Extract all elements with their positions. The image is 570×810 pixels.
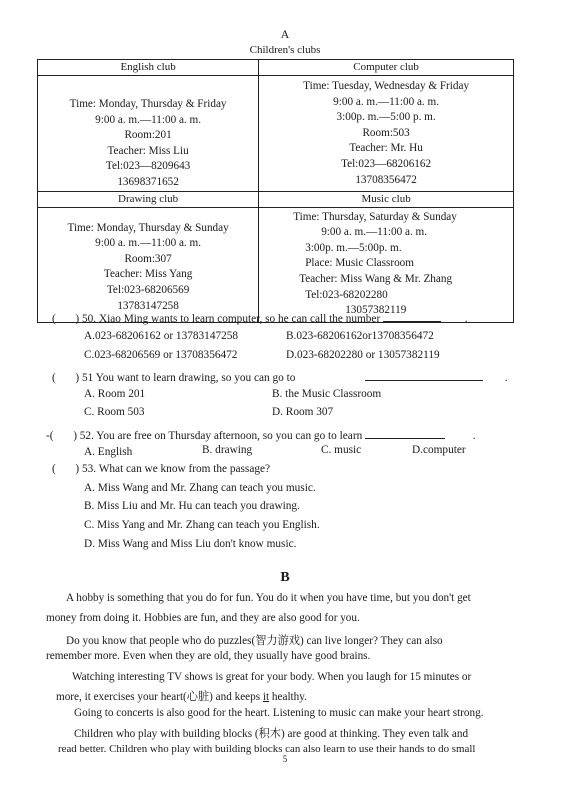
option-51-b: B. the Music Classroom: [272, 388, 382, 400]
option-53-b: B. Miss Liu and Mr. Hu can teach you drawing.: [84, 500, 300, 512]
question-text: ) 51 You want to learn drawing, so you can go to: [75, 372, 296, 384]
club-line: Time: Tuesday, Wednesday & Friday: [303, 80, 470, 92]
club-line: Teacher: Miss Wang & Mr. Zhang: [299, 272, 453, 285]
passage-line-heart: [56, 688, 307, 704]
option-53-c: C. Miss Yang and Mr. Zhang can teach you English.: [84, 519, 320, 531]
option-53-a: A. Miss Wang and Mr. Zhang can teach you music.: [84, 482, 316, 494]
club-line: 9:00 a. m.—11:00 a. m.: [95, 113, 202, 126]
question-text: ) 53. What can we know from the passage?: [75, 463, 271, 475]
passage-line: Children who play with building blocks (积木) are good at thinking. They even talk and: [74, 728, 469, 740]
computer-club-header: Computer club: [259, 60, 514, 76]
answer-paren: (: [52, 463, 56, 475]
club-line: 13708356472: [355, 173, 417, 186]
question-end: .: [472, 430, 476, 442]
club-line: 13783147258: [117, 299, 179, 312]
option-52-c: C. music: [321, 444, 362, 456]
answer-blank[interactable]: [383, 310, 441, 322]
passage-line: read better. Children who play with building blocks can also learn to use their hands to do small: [58, 743, 476, 755]
club-line: 13698371652: [117, 175, 179, 188]
computer-club-details: [259, 76, 514, 192]
question-end: .: [504, 372, 508, 384]
answer-paren: (: [52, 313, 56, 325]
club-line: Room:201: [124, 129, 172, 142]
clubs-table: [37, 59, 514, 323]
question-end: .: [464, 313, 468, 325]
club-line: Room:307: [124, 252, 172, 265]
club-line: 13057382119: [345, 304, 407, 317]
club-line: Time: Thursday, Saturday & Sunday: [293, 210, 457, 223]
option-50-a: A.023-68206162 or 13783147258: [84, 330, 239, 342]
club-line: Teacher: Miss Yang: [103, 268, 193, 281]
answer-paren: -(: [46, 430, 54, 442]
club-line: Time: Monday, Thursday & Sunday: [67, 221, 229, 234]
section-a-label: A: [280, 27, 290, 41]
passage-text: healthy.: [269, 691, 307, 703]
club-line: 9:00 a. m.—11:00 a. m.: [333, 95, 440, 108]
music-club-header: Music club: [259, 191, 514, 207]
drawing-club-header: Drawing club: [38, 191, 259, 207]
club-line: 3:00p. m.—5:00p. m.: [305, 241, 402, 254]
drawing-club-details: [38, 207, 259, 322]
option-52-b: B. drawing: [202, 444, 253, 456]
option-51-c: C. Room 503: [84, 406, 145, 418]
option-51-a: A. Room 201: [84, 388, 146, 400]
page-number: 5: [282, 754, 288, 764]
club-line: Tel:023-68202280: [305, 288, 388, 301]
passage-line: A hobby is something that you do for fun. You do it when you have time, but you don't get: [66, 592, 471, 604]
passage-line: Watching interesting TV shows is great for your body. When you laugh for 15 minutes or: [72, 671, 472, 683]
club-line: 3:00p. m.—5:00 p. m.: [336, 111, 436, 124]
option-52-d: D.computer: [412, 444, 466, 456]
underlined-word: it: [262, 691, 270, 703]
club-line: 9:00 a. m.—11:00 a. m.: [95, 237, 202, 250]
answer-blank[interactable]: [365, 427, 445, 439]
answer-blank[interactable]: [365, 369, 483, 381]
club-line: Tel:023—8209643: [105, 160, 191, 173]
question-text: ) 50. Xiao Ming wants to learn computer, so he can call the number: [75, 313, 381, 325]
option-51-d: D. Room 307: [272, 406, 334, 418]
passage-line: remember more. Even when they are old, they usually have good brains.: [46, 650, 371, 662]
question-50: [52, 310, 468, 325]
club-line: Tel:023—68206162: [341, 157, 432, 170]
question-text: ) 52. You are free on Thursday afternoon, so you can go to learn: [73, 430, 363, 442]
club-line: 9:00 a. m.—11:00 a. m.: [321, 226, 428, 239]
option-50-d: D.023-68202280 or 13057382119: [286, 349, 440, 361]
answer-paren: (: [52, 372, 56, 384]
section-b-label: B: [280, 570, 290, 585]
option-50-c: C.023-68206569 or 13708356472: [84, 349, 238, 361]
club-line: Tel:023-68206569: [106, 283, 190, 296]
table-title: Children's clubs: [249, 44, 321, 56]
english-club-details: [38, 76, 259, 192]
passage-line: Going to concerts is also good for the heart. Listening to music can make your heart strong.: [74, 707, 484, 719]
passage-line: money from doing it. Hobbies are fun, and they are also good for you.: [46, 612, 360, 624]
english-club-header: English club: [38, 60, 259, 76]
passage-text: more, it exercises your heart(心脏) and keeps: [56, 691, 263, 703]
option-53-d: D. Miss Wang and Miss Liu don't know music.: [84, 538, 297, 550]
club-line: Place: Music Classroom: [305, 257, 414, 270]
club-line: Room:503: [362, 126, 410, 139]
passage-line: Do you know that people who do puzzles(智力游戏) can live longer? They can also: [66, 635, 443, 647]
option-52-a: A. English: [84, 446, 133, 458]
music-club-details: [259, 207, 514, 322]
question-53: [52, 463, 270, 475]
club-line: Teacher: Mr. Hu: [349, 142, 423, 155]
option-50-b: B.023-68206162or13708356472: [286, 330, 434, 342]
question-52: [46, 427, 476, 442]
question-51: [52, 369, 508, 384]
club-line: Time: Monday, Thursday & Friday: [69, 98, 227, 110]
club-line: Teacher: Miss Liu: [107, 144, 189, 157]
